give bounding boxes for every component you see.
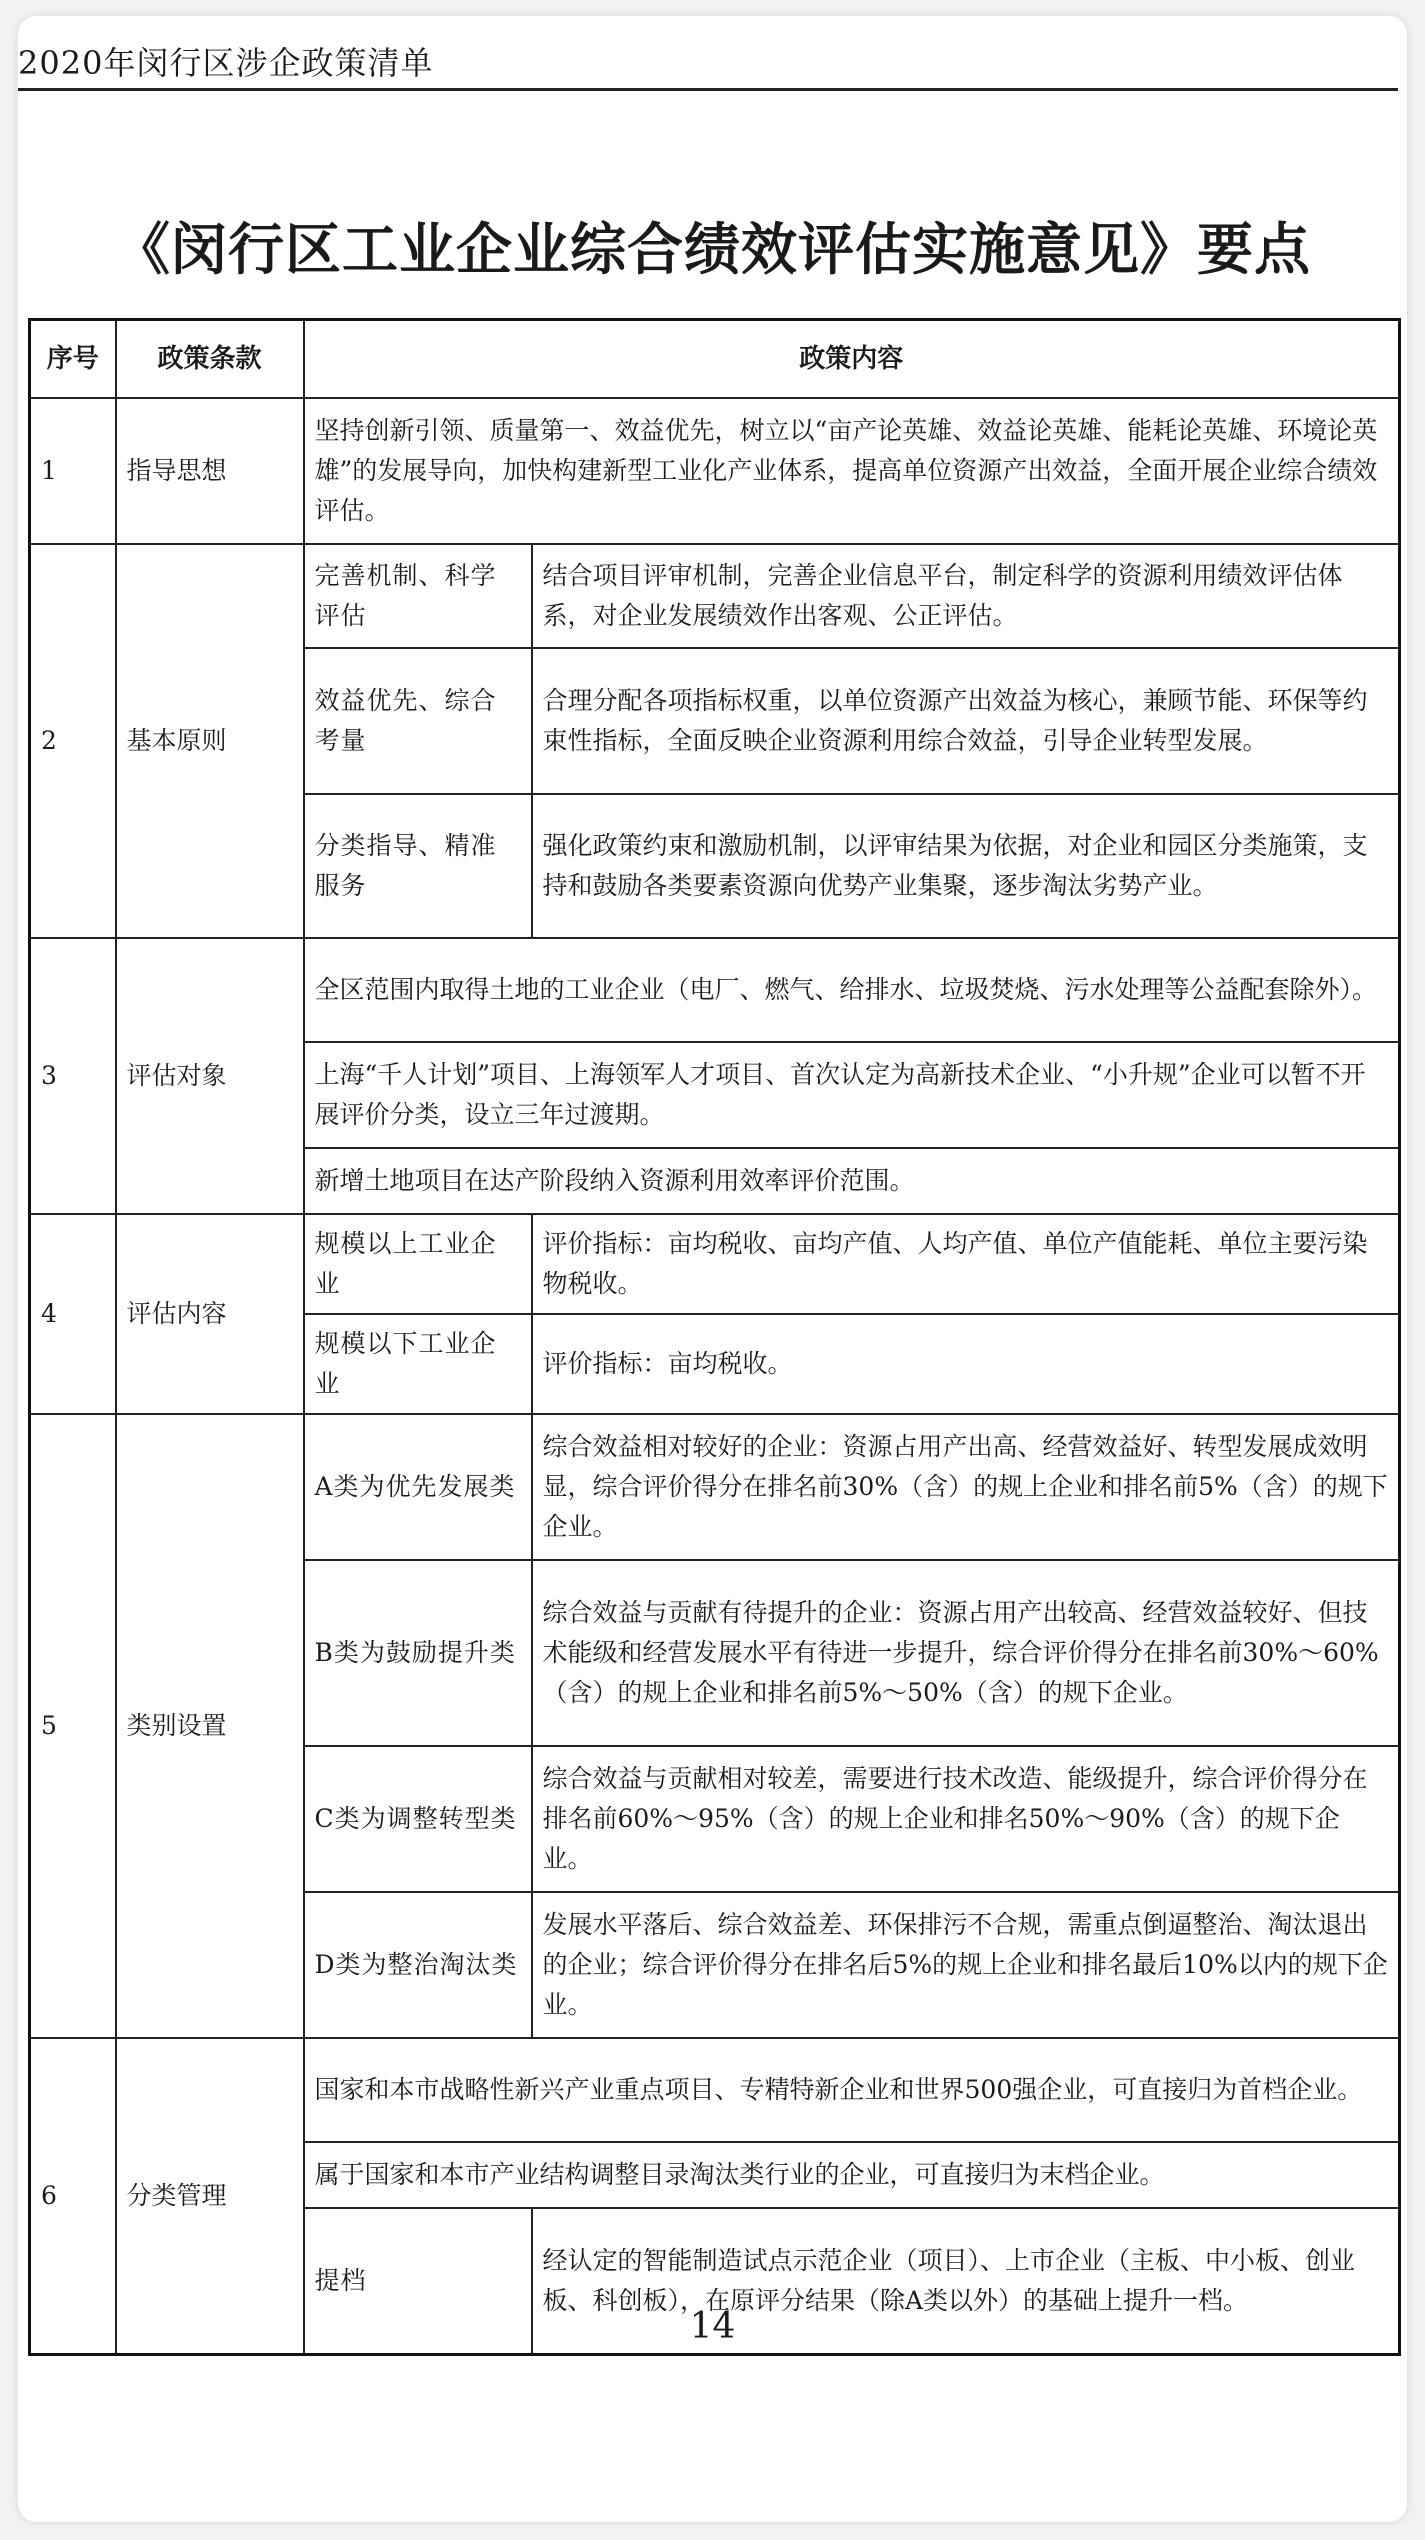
row-content: 评价指标：亩均税收、亩均产值、人均产值、单位产值能耗、单位主要污染物税收。 bbox=[532, 1214, 1400, 1314]
header-item: 政策条款 bbox=[116, 320, 304, 399]
row-content: 评价指标：亩均税收。 bbox=[532, 1314, 1400, 1414]
row-item: 指导思想 bbox=[116, 398, 304, 544]
row-content: 综合效益相对较好的企业：资源占用产出高、经营效益好、转型发展成效明显，综合评价得分在排名前30%（含）的规上企业和排名前5%（含）的规下企业。 bbox=[532, 1414, 1400, 1560]
row-subitem: A类为优先发展类 bbox=[304, 1414, 532, 1560]
running-header: 2020年闵行区涉企政策清单 bbox=[18, 44, 434, 82]
row-item: 评估对象 bbox=[116, 938, 304, 1214]
row-content: 结合项目评审机制，完善企业信息平台，制定科学的资源利用绩效评估体系，对企业发展绩效作出客观、公正评估。 bbox=[532, 544, 1400, 648]
row-item: 评估内容 bbox=[116, 1214, 304, 1414]
row-subitem: B类为鼓励提升类 bbox=[304, 1560, 532, 1746]
header-content: 政策内容 bbox=[304, 320, 1400, 399]
row-content: 合理分配各项指标权重，以单位资源产出效益为核心，兼顾节能、环保等约束性指标，全面反映企业资源利用综合效益，引导企业转型发展。 bbox=[532, 648, 1400, 794]
row-content: 属于国家和本市产业结构调整目录淘汰类行业的企业，可直接归为末档企业。 bbox=[304, 2142, 1400, 2208]
header-rule bbox=[18, 88, 1398, 91]
row-number: 5 bbox=[30, 1414, 116, 2038]
document-title: 《闵行区工业企业综合绩效评估实施意见》要点 bbox=[114, 218, 1311, 283]
row-subitem: 效益优先、综合考量 bbox=[304, 648, 532, 794]
row-subitem: 分类指导、精准服务 bbox=[304, 794, 532, 938]
row-number: 2 bbox=[30, 544, 116, 938]
document-page bbox=[18, 16, 1407, 2522]
header-num: 序号 bbox=[30, 320, 116, 399]
row-content: 发展水平落后、综合效益差、环保排污不合规，需重点倒逼整治、淘汰退出的企业；综合评价得分在排名后5%的规上企业和排名最后10%以内的规下企业。 bbox=[532, 1892, 1400, 2038]
row-item: 基本原则 bbox=[116, 544, 304, 938]
row-content: 全区范围内取得土地的工业企业（电厂、燃气、给排水、垃圾焚烧、污水处理等公益配套除外）。 bbox=[304, 938, 1400, 1042]
row-number: 1 bbox=[30, 398, 116, 544]
row-item: 分类管理 bbox=[116, 2038, 304, 2355]
row-number: 3 bbox=[30, 938, 116, 1214]
row-number: 4 bbox=[30, 1214, 116, 1414]
row-number: 6 bbox=[30, 2038, 116, 2355]
row-content: 坚持创新引领、质量第一、效益优先，树立以“亩产论英雄、效益论英雄、能耗论英雄、环境论英雄”的发展导向，加快构建新型工业化产业体系，提高单位资源产出效益，全面开展企业综合绩效评估。 bbox=[304, 398, 1400, 544]
table-row bbox=[30, 398, 1400, 544]
row-subitem: 完善机制、科学评估 bbox=[304, 544, 532, 648]
row-content: 上海“千人计划”项目、上海领军人才项目、首次认定为高新技术企业、“小升规”企业可以暂不开展评价分类，设立三年过渡期。 bbox=[304, 1042, 1400, 1148]
table-row bbox=[30, 938, 1400, 1042]
row-subitem: 规模以下工业企业 bbox=[304, 1314, 532, 1414]
row-content: 国家和本市战略性新兴产业重点项目、专精特新企业和世界500强企业，可直接归为首档企业。 bbox=[304, 2038, 1400, 2142]
row-content: 新增土地项目在达产阶段纳入资源利用效率评价范围。 bbox=[304, 1148, 1400, 1214]
row-subitem: 提档 bbox=[304, 2208, 532, 2355]
row-content: 强化政策约束和激励机制，以评审结果为依据，对企业和园区分类施策，支持和鼓励各类要素资源向优势产业集聚，逐步淘汰劣势产业。 bbox=[532, 794, 1400, 938]
row-item: 类别设置 bbox=[116, 1414, 304, 2038]
row-content: 经认定的智能制造试点示范企业（项目）、上市企业（主板、中小板、创业板、科创板），在原评分结果（除A类以外）的基础上提升一档。 bbox=[532, 2208, 1400, 2355]
row-content: 综合效益与贡献有待提升的企业：资源占用产出较高、经营效益较好、但技术能级和经营发展水平有待进一步提升，综合评价得分在排名前30%～60%（含）的规上企业和排名前5%～50%（含）的规下企业。 bbox=[532, 1560, 1400, 1746]
row-subitem: C类为调整转型类 bbox=[304, 1746, 532, 1892]
table-row bbox=[30, 1414, 1400, 1560]
table-row bbox=[30, 1214, 1400, 1314]
row-content: 综合效益与贡献相对较差，需要进行技术改造、能级提升，综合评价得分在排名前60%～95%（含）的规上企业和排名50%～90%（含）的规下企业。 bbox=[532, 1746, 1400, 1892]
table-row bbox=[30, 2038, 1400, 2142]
table-row bbox=[30, 544, 1400, 648]
page-number: 14 bbox=[689, 2306, 736, 2347]
row-subitem: 规模以上工业企业 bbox=[304, 1214, 532, 1314]
policy-table bbox=[28, 318, 1401, 2356]
table-header-row bbox=[30, 320, 1400, 399]
row-subitem: D类为整治淘汰类 bbox=[304, 1892, 532, 2038]
